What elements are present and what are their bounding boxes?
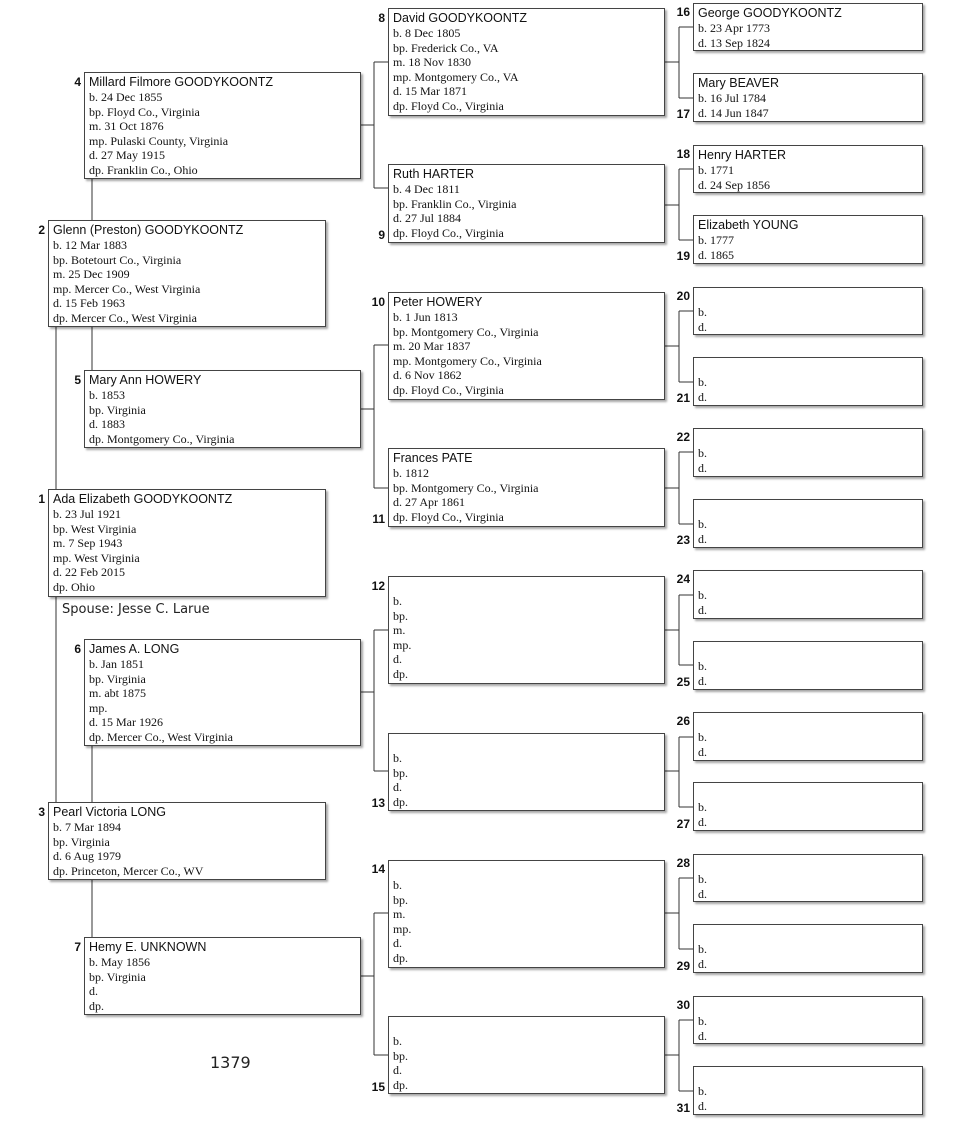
birth-date: b. (698, 1014, 707, 1028)
death-date: d. 15 Mar 1926 (89, 715, 163, 730)
death-place: dp. (89, 998, 104, 1013)
birth-place: bp. Virginia (89, 402, 146, 417)
person-number-7: 7 (74, 940, 81, 954)
person-name: Pearl Victoria LONG (53, 805, 167, 819)
person-number-29: 29 (676, 959, 690, 973)
person-number-13: 13 (371, 796, 385, 810)
person-name: Ruth HARTER (393, 167, 475, 181)
person-box-14 (388, 860, 665, 968)
person-box-29 (693, 924, 923, 973)
marriage-place: mp. West Virginia (53, 550, 140, 565)
death-date: d. 6 Aug 1979 (53, 849, 122, 864)
birth-date: b. (393, 1034, 402, 1048)
death-date: d. (698, 814, 707, 829)
person-number-8: 8 (378, 11, 385, 25)
person-name: Mary Ann HOWERY (89, 373, 202, 387)
birth-date: b. (393, 594, 402, 608)
page-number: 1379 (210, 1053, 251, 1072)
birth-date: b. (698, 446, 707, 460)
spouse-label: Spouse: Jesse C. Larue (62, 602, 210, 617)
person-name: Peter HOWERY (393, 295, 483, 309)
death-place: dp. Floyd Co., Virginia (393, 225, 504, 240)
person-box-7 (84, 937, 361, 1015)
birth-date: b. (698, 305, 707, 319)
person-box-22 (693, 428, 923, 477)
birth-place: bp. Virginia (89, 969, 146, 984)
birth-date: b. 12 Mar 1883 (53, 238, 127, 252)
person-number-17: 17 (676, 107, 690, 121)
death-place: dp. (393, 950, 408, 965)
marriage-date: m. abt 1875 (89, 686, 146, 701)
marriage-place: mp. (393, 921, 412, 936)
death-date: d. 15 Feb 1963 (53, 296, 125, 311)
person-number-23: 23 (676, 533, 690, 547)
person-name: Millard Filmore GOODYKOONTZ (89, 75, 274, 89)
death-place: dp. (393, 1077, 408, 1092)
death-date: d. 6 Nov 1862 (393, 368, 462, 383)
birth-date: b. 1812 (393, 466, 429, 480)
birth-date: b. Jan 1851 (89, 657, 144, 671)
person-name: Elizabeth YOUNG (698, 218, 799, 232)
birth-date: b. 1853 (89, 388, 125, 402)
birth-date: b. 16 Jul 1784 (698, 91, 767, 105)
person-number-22: 22 (676, 430, 690, 444)
death-date: d. (89, 984, 98, 999)
birth-place: bp. (393, 892, 408, 907)
death-date: d. (698, 1098, 707, 1113)
person-number-4: 4 (74, 75, 81, 89)
birth-place: bp. (393, 765, 408, 780)
person-number-24: 24 (676, 572, 690, 586)
marriage-place: mp. Montgomery Co., VA (393, 69, 519, 84)
marriage-date: m. 25 Dec 1909 (53, 267, 130, 282)
person-number-31: 31 (676, 1101, 690, 1115)
person-box-31 (693, 1066, 923, 1115)
death-date: d. (698, 886, 707, 901)
person-box-21 (693, 357, 923, 406)
marriage-date: m. 31 Oct 1876 (89, 119, 164, 134)
person-number-25: 25 (676, 675, 690, 689)
marriage-place: mp. (89, 700, 108, 715)
death-date: d. (393, 1063, 402, 1078)
death-date: d. 1865 (698, 247, 734, 262)
person-box-12 (388, 576, 665, 684)
person-number-6: 6 (74, 642, 81, 656)
marriage-date: m. 18 Nov 1830 (393, 55, 471, 70)
birth-date: b. 24 Dec 1855 (89, 90, 163, 104)
person-name: Hemy E. UNKNOWN (89, 940, 207, 954)
death-place: dp. (393, 666, 408, 681)
person-box-6 (84, 639, 361, 746)
person-box-1 (48, 489, 326, 597)
death-place: dp. Montgomery Co., Virginia (89, 431, 235, 446)
person-name: Glenn (Preston) GOODYKOONTZ (53, 223, 244, 237)
birth-place: bp. Virginia (53, 834, 110, 849)
death-date: d. (698, 531, 707, 546)
marriage-date: m. 7 Sep 1943 (53, 536, 123, 551)
person-box-10 (388, 292, 665, 400)
death-date: d. 22 Feb 2015 (53, 565, 125, 580)
death-date: d. 24 Sep 1856 (698, 177, 770, 192)
death-date: d. (698, 673, 707, 688)
marriage-place: mp. Montgomery Co., Virginia (393, 353, 542, 368)
person-box-8 (388, 8, 665, 116)
marriage-place: mp. Pulaski County, Virginia (89, 133, 229, 148)
death-date: d. (393, 652, 402, 667)
person-number-15: 15 (371, 1080, 385, 1094)
marriage-place: mp. Mercer Co., West Virginia (53, 281, 201, 296)
birth-date: b. 1771 (698, 163, 734, 177)
person-box-27 (693, 782, 923, 831)
death-place: dp. Ohio (53, 579, 95, 594)
death-date: d. (698, 602, 707, 617)
death-date: d. 15 Mar 1871 (393, 84, 467, 99)
death-date: d. (698, 389, 707, 404)
death-date: d. 1883 (89, 417, 125, 432)
birth-date: b. (393, 878, 402, 892)
death-place: dp. Mercer Co., West Virginia (89, 729, 233, 744)
birth-date: b. 8 Dec 1805 (393, 26, 461, 40)
person-box-17 (693, 73, 923, 122)
person-name: Mary BEAVER (698, 76, 780, 90)
death-place: dp. (393, 794, 408, 809)
birth-date: b. 1777 (698, 233, 734, 247)
person-box-20 (693, 287, 923, 335)
death-date: d. 14 Jun 1847 (698, 105, 769, 120)
death-date: d. 27 May 1915 (89, 148, 165, 163)
person-number-14: 14 (371, 862, 385, 876)
person-number-5: 5 (74, 373, 81, 387)
person-number-19: 19 (676, 249, 690, 263)
person-box-24 (693, 570, 923, 619)
marriage-place: mp. (393, 637, 412, 652)
death-date: d. (698, 1028, 707, 1043)
death-place: dp. Floyd Co., Virginia (393, 509, 504, 524)
person-number-16: 16 (676, 5, 690, 19)
person-name: Henry HARTER (698, 148, 786, 162)
birth-place: bp. (393, 1048, 408, 1063)
birth-date: b. (698, 1084, 707, 1098)
death-place: dp. Floyd Co., Virginia (393, 98, 504, 113)
death-date: d. (698, 319, 707, 334)
person-number-18: 18 (676, 147, 690, 161)
person-name: David GOODYKOONTZ (393, 11, 528, 25)
birth-date: b. 1 Jun 1813 (393, 310, 458, 324)
birth-place: bp. Franklin Co., Virginia (393, 196, 517, 211)
person-box-19 (693, 215, 923, 264)
person-number-20: 20 (676, 289, 690, 303)
death-place: dp. Franklin Co., Ohio (89, 162, 198, 177)
birth-place: bp. Floyd Co., Virginia (89, 104, 200, 119)
birth-date: b. (698, 730, 707, 744)
person-name: George GOODYKOONTZ (698, 6, 842, 20)
person-box-3 (48, 802, 326, 880)
person-box-9 (388, 164, 665, 243)
person-number-11: 11 (372, 512, 385, 526)
birth-place: bp. Montgomery Co., Virginia (393, 480, 539, 495)
death-date: d. 27 Apr 1861 (393, 495, 465, 510)
person-number-10: 10 (371, 295, 385, 309)
person-box-26 (693, 712, 923, 761)
person-box-2 (48, 220, 326, 327)
person-box-18 (693, 145, 923, 193)
birth-date: b. (698, 942, 707, 956)
person-number-26: 26 (676, 714, 690, 728)
person-number-1: 1 (38, 492, 45, 506)
birth-date: b. (393, 751, 402, 765)
birth-date: b. 23 Apr 1773 (698, 21, 770, 35)
birth-date: b. May 1856 (89, 955, 150, 969)
birth-date: b. (698, 517, 707, 531)
birth-date: b. 4 Dec 1811 (393, 182, 460, 196)
birth-date: b. (698, 375, 707, 389)
birth-date: b. (698, 872, 707, 886)
person-box-28 (693, 854, 923, 902)
birth-place: bp. (393, 608, 408, 623)
birth-place: bp. Botetourt Co., Virginia (53, 252, 182, 267)
birth-place: bp. Virginia (89, 671, 146, 686)
person-box-15 (388, 1016, 665, 1094)
death-date: d. 27 Jul 1884 (393, 211, 462, 226)
marriage-date: m. 20 Mar 1837 (393, 339, 471, 354)
person-number-27: 27 (676, 817, 690, 831)
death-date: d. (393, 780, 402, 795)
person-number-28: 28 (676, 856, 690, 870)
birth-place: bp. Frederick Co., VA (393, 40, 499, 55)
death-date: d. (698, 744, 707, 759)
person-number-30: 30 (676, 998, 690, 1012)
birth-place: bp. Montgomery Co., Virginia (393, 324, 539, 339)
person-box-11 (388, 448, 665, 527)
person-box-16 (693, 3, 923, 51)
death-date: d. (698, 460, 707, 475)
person-box-30 (693, 996, 923, 1044)
death-place: dp. Floyd Co., Virginia (393, 382, 504, 397)
birth-date: b. (698, 588, 707, 602)
person-box-13 (388, 733, 665, 811)
death-place: dp. Princeton, Mercer Co., WV (53, 863, 204, 878)
birth-date: b. 7 Mar 1894 (53, 820, 121, 834)
birth-date: b. (698, 659, 707, 673)
birth-date: b. 23 Jul 1921 (53, 507, 122, 521)
marriage-date: m. (393, 907, 406, 922)
death-date: d. 13 Sep 1824 (698, 35, 770, 50)
person-number-3: 3 (38, 805, 45, 819)
person-number-2: 2 (38, 223, 45, 237)
person-box-4 (84, 72, 361, 179)
person-name: Frances PATE (393, 451, 473, 465)
death-date: d. (698, 956, 707, 971)
birth-date: b. (698, 800, 707, 814)
death-date: d. (393, 936, 402, 951)
person-box-25 (693, 641, 923, 690)
person-name: James A. LONG (89, 642, 180, 656)
person-box-23 (693, 499, 923, 548)
person-name: Ada Elizabeth GOODYKOONTZ (53, 492, 233, 506)
birth-place: bp. West Virginia (53, 521, 137, 536)
person-number-9: 9 (378, 228, 385, 242)
death-place: dp. Mercer Co., West Virginia (53, 310, 197, 325)
marriage-date: m. (393, 623, 406, 638)
person-number-21: 21 (676, 391, 690, 405)
person-box-5 (84, 370, 361, 448)
person-number-12: 12 (371, 579, 385, 593)
